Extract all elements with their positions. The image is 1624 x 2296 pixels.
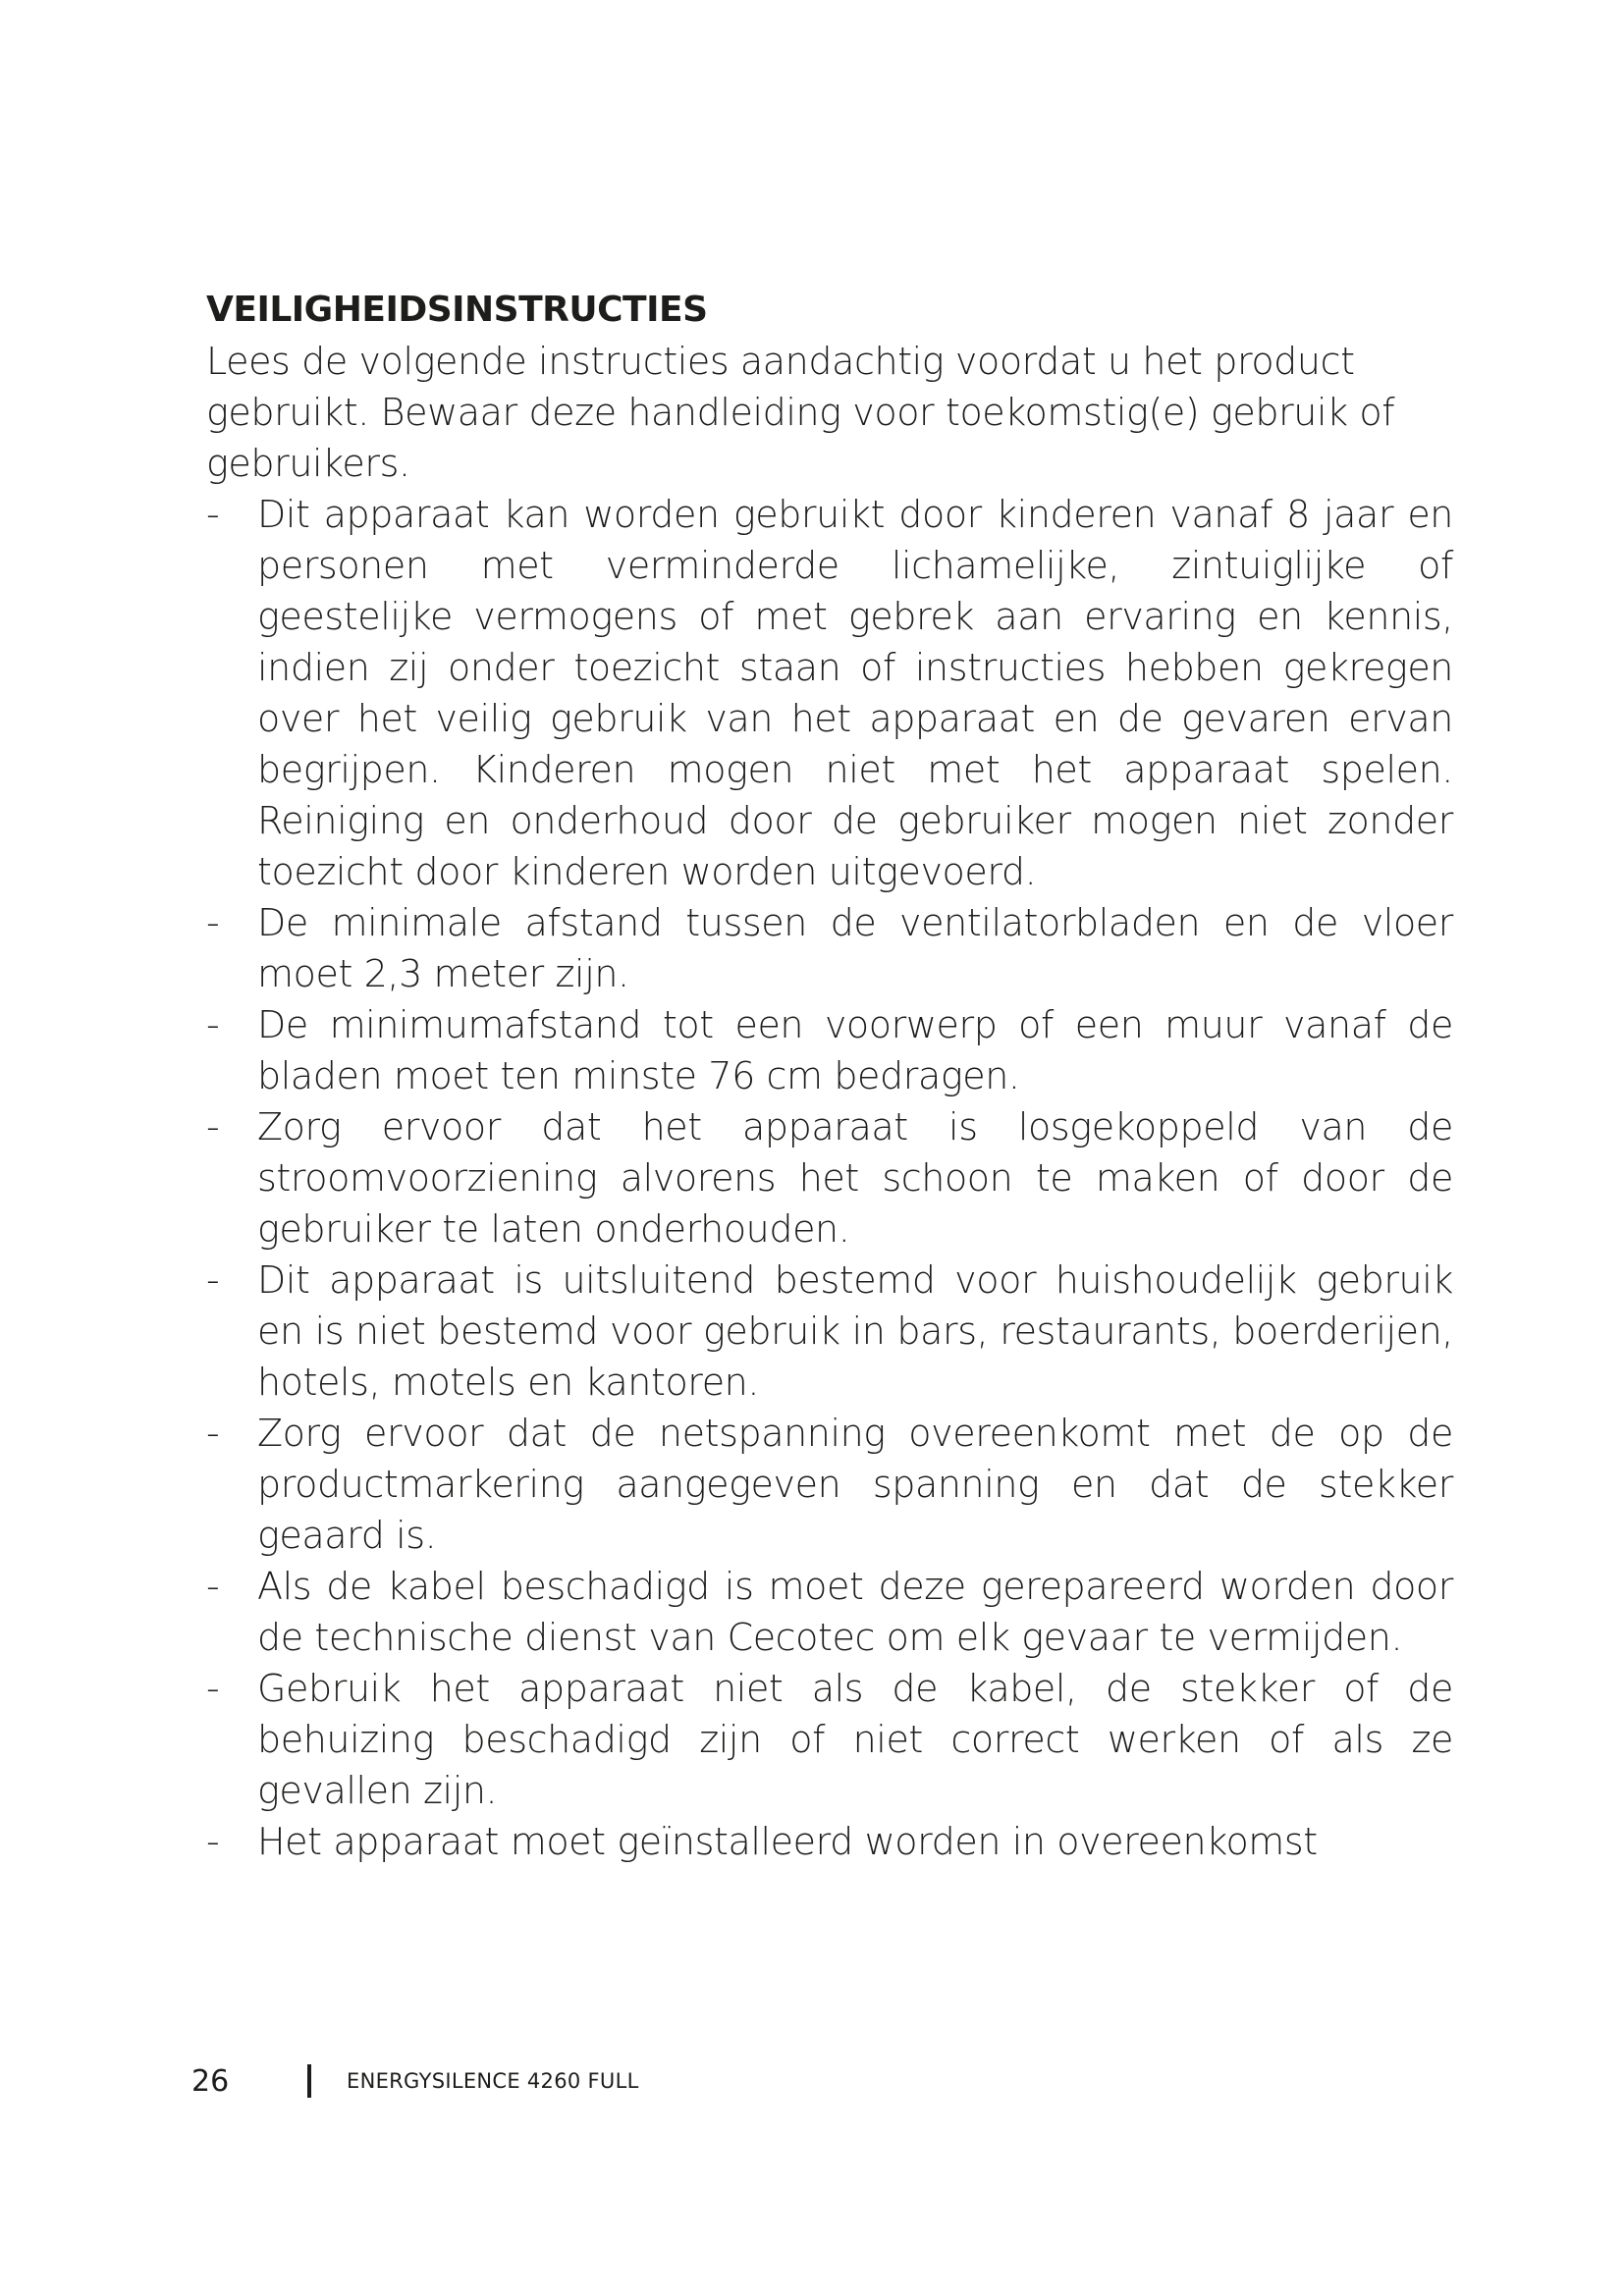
list-item-text: Zorg ervoor dat de netspanning overeenkomt met de op de productmarkering aangegeven spanning en dat de stekker geaard is.	[257, 1412, 1453, 1557]
list-item	[206, 897, 1453, 999]
bullet-dash: -	[206, 901, 220, 944]
bullet-dash: -	[206, 1258, 220, 1302]
intro-paragraph: Lees de volgende instructies aandachtig voordat u het product gebruikt. Bewaar deze handleiding voor toekomstig(e) gebruik of gebruikers.	[206, 340, 1395, 485]
list-item-text: Zorg ervoor dat het apparaat is losgekoppeld van de stroomvoorziening alvorens het schoon te maken of door de gebruiker te laten onderhouden.	[257, 1105, 1453, 1251]
bullet-dash: -	[206, 1105, 220, 1148]
product-name: ENERGYSILENCE 4260 FULL	[347, 2069, 639, 2093]
page-number: 26	[191, 2063, 230, 2099]
list-item	[206, 999, 1453, 1101]
bullet-dash: -	[206, 493, 220, 536]
list-item	[206, 1816, 1453, 1867]
list-item-text: Dit apparaat is uitsluitend bestemd voor huishoudelijk gebruik en is niet bestemd voor gebruik in bars, restaurants, boerderijen, hotels, motels en kantoren.	[257, 1258, 1453, 1404]
list-item-text: Als de kabel beschadigd is moet deze gerepareerd worden door de technische dienst van Cecotec om elk gevaar te vermijden.	[257, 1565, 1453, 1659]
list-item-text: De minimumafstand tot een voorwerp of een muur vanaf de bladen moet ten minste 76 cm bedragen.	[257, 1003, 1453, 1097]
list-item-text: Het apparaat moet geïnstalleerd worden in overeenkomst	[257, 1820, 1318, 1863]
list-item	[206, 1561, 1453, 1663]
list-item	[206, 1255, 1453, 1408]
instruction-list	[206, 489, 1453, 1867]
list-item	[206, 489, 1453, 897]
bullet-dash: -	[206, 1412, 220, 1455]
bullet-dash: -	[206, 1003, 220, 1046]
list-item	[206, 1408, 1453, 1561]
list-item	[206, 1101, 1453, 1255]
list-item-text: De minimale afstand tussen de ventilatorbladen en de vloer moet 2,3 meter zijn.	[257, 901, 1453, 995]
list-item	[206, 1663, 1453, 1816]
list-item-text: Dit apparaat kan worden gebruikt door kinderen vanaf 8 jaar en personen met verminderde lichamelijke, zintuiglijke of geestelijke vermogens of met gebrek aan ervaring en kennis, indien zij onder toezicht staan of instructies hebben gekregen over het veilig gebruik van het apparaat en de gevaren ervan begrijpen. Kinderen mogen niet met het apparaat spelen. Reiniging en onderhoud door de gebruiker mogen niet zonder toezicht door kinderen worden uitgevoerd.	[257, 493, 1453, 893]
page-footer	[191, 2061, 639, 2101]
safety-section	[206, 285, 1453, 1867]
footer-divider	[307, 2064, 311, 2098]
bullet-dash: -	[206, 1667, 220, 1710]
bullet-dash: -	[206, 1820, 220, 1863]
list-item-text: Gebruik het apparaat niet als de kabel, de stekker of de behuizing beschadigd zijn of niet correct werken of als ze gevallen zijn.	[257, 1667, 1453, 1812]
bullet-dash: -	[206, 1565, 220, 1608]
section-title: VEILIGHEIDSINSTRUCTIES	[206, 290, 708, 330]
